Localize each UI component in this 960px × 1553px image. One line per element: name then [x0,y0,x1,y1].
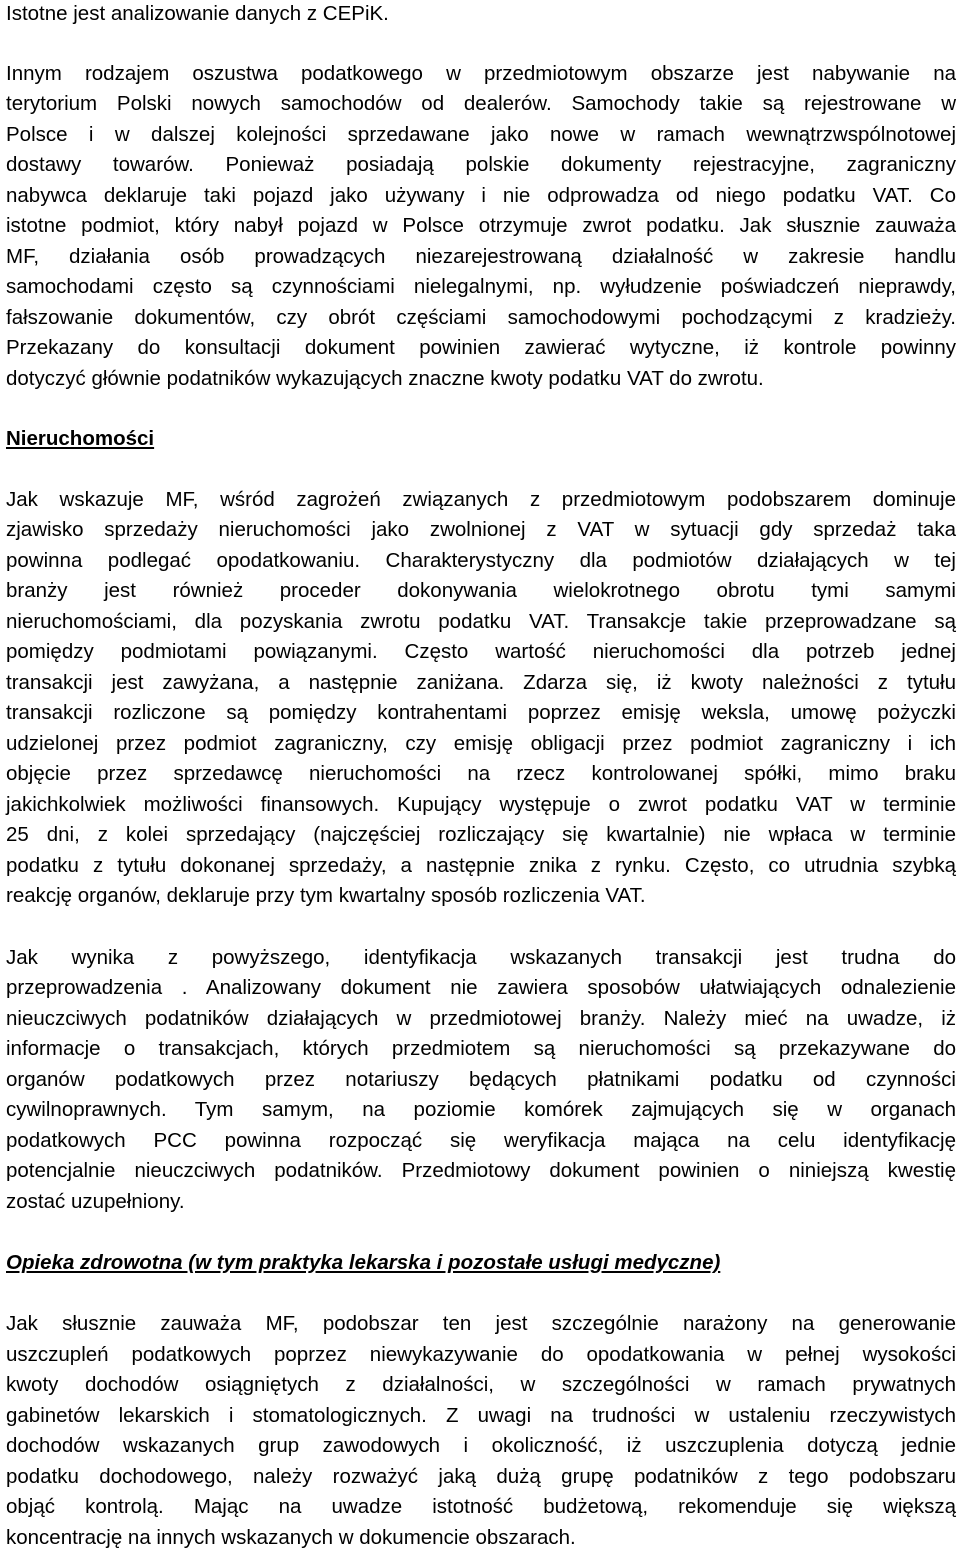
paragraph-line: uszczupleń podatkowych poprzez niewykazywanie do opodatkowania w pełnej wysokości [6,1343,956,1366]
paragraph-line: dochodów wskazanych grup zawodowych i okoliczność, iż uszczuplenia dotyczą jednie [6,1434,956,1457]
paragraph-line: podatku dochodowego, należy rozważyć jaką dużą grupę podatników z tego podobszaru [6,1465,956,1488]
paragraph-line: transakcji rozliczone są pomiędzy kontrahentami poprzez emisję weksla, umowę pożyczki [6,701,956,724]
paragraph-line: istotne podmiot, który nabył pojazd w Polsce otrzymuje zwrot podatku. Jak słusznie zauważa [6,214,956,237]
paragraph-line: fałszowanie dokumentów, czy obrót częściami samochodowymi pochodzącymi z kradzieży. [6,306,956,329]
paragraph-line: transakcji jest zawyżana, a następnie zaniżana. Zdarza się, iż kwoty należności z tytułu [6,671,956,694]
paragraph-line: zjawisko sprzedaży nieruchomości jako zwolnionej z VAT w sytuacji gdy sprzedaż taka [6,518,956,541]
paragraph-line: nabywca deklaruje taki pojazd jako używany i nie odprowadza od niego podatku VAT. Co [6,184,956,207]
paragraph-line: udzielonej przez podmiot zagraniczny, czy emisję obligacji przez podmiot zagraniczny i ich [6,732,956,755]
paragraph-line: branży jest również proceder dokonywania wielokrotnego obrotu tymi samymi [6,579,956,602]
paragraph-line: powinna podlegać opodatkowaniu. Charakterystyczny dla podmiotów działających w tej [6,549,956,572]
paragraph-line: koncentrację na innych wskazanych w dokumencie obszarach. [6,1526,576,1549]
paragraph-line: Jak słusznie zauważa MF, podobszar ten jest szczególnie narażony na generowanie [6,1312,956,1335]
paragraph-line: cywilnoprawnych. Tym samym, na poziomie komórek zajmujących się w organach [6,1098,956,1121]
paragraph-line: reakcję organów, deklaruje przy tym kwartalny sposób rozliczenia VAT. [6,884,646,907]
paragraph-line: MF, działania osób prowadzących niezarejestrowaną działalność w zakresie handlu [6,245,956,268]
paragraph-line: zostać uzupełniony. [6,1190,185,1213]
paragraph-line: 25 dni, z kolei sprzedający (najczęściej rozliczający się kwartalnie) nie wpłaca w terminie [6,823,956,846]
paragraph-line: podatku z tytułu dokonanej sprzedaży, a następnie znika z rynku. Często, co utrudnia szybką [6,854,956,877]
paragraph-line: nieruchomościami, dla pozyskania zwrotu podatku VAT. Transakcje takie przeprowadzane są [6,610,956,633]
paragraph-line: Innym rodzajem oszustwa podatkowego w przedmiotowym obszarze jest nabywanie na [6,62,956,85]
paragraph-line: organów podatkowych przez notariuszy będących płatnikami podatku od czynności [6,1068,956,1091]
paragraph-line: potencjalnie nieuczciwych podatników. Przedmiotowy dokument powinien o niniejszą kwestię [6,1159,956,1182]
paragraph-line: Polsce i w dalszej kolejności sprzedawane jako nowe w ramach wewnątrzwspólnotowej [6,123,956,146]
paragraph-line: terytorium Polski nowych samochodów od dealerów. Samochody takie są rejestrowane w [6,92,956,115]
section-heading-real-estate: Nieruchomości [6,427,155,450]
paragraph-line: gabinetów lekarskich i stomatologicznych. Z uwagi na trudności w ustaleniu rzeczywistych [6,1404,956,1427]
paragraph-line: dotyczyć głównie podatników wykazujących znaczne kwoty podatku VAT do zwrotu. [6,367,764,390]
paragraph-line: Jak wynika z powyższego, identyfikacja wskazanych transakcji jest trudna do [6,946,956,969]
paragraph-line: jakichkolwiek możliwości finansowych. Kupujący występuje o zwrot podatku VAT w terminie [6,793,956,816]
paragraph-line: objąć kontrolą. Mając na uwadze istotność budżetową, rekomenduje się większą [6,1495,956,1518]
intro-line: Istotne jest analizowanie danych z CEPiK. [6,2,389,25]
paragraph-line: kwoty dochodów osiągniętych z działalności, w szczególności w ramach prywatnych [6,1373,956,1396]
paragraph-line: Jak wskazuje MF, wśród zagrożeń związanych z przedmiotowym podobszarem dominuje [6,488,956,511]
paragraph-line: samochodami często są czynnościami nielegalnymi, np. wyłudzenie poświadczeń nieprawdy, [6,275,956,298]
paragraph-line: podatkowych PCC powinna rozpocząć się weryfikacja mająca na celu identyfikację [6,1129,956,1152]
paragraph-line: Przekazany do konsultacji dokument powinien zawierać wytyczne, iż kontrole powinny [6,336,956,359]
paragraph-line: pomiędzy podmiotami powiązanymi. Często wartość nieruchomości dla potrzeb jednej [6,640,956,663]
paragraph-line: przeprowadzenia . Analizowany dokument nie zawiera sposobów ułatwiających odnalezienie [6,976,956,999]
paragraph-line: nieuczciwych podatników działających w przedmiotowej branży. Należy mieć na uwadze, iż [6,1007,956,1030]
section-heading-healthcare: Opieka zdrowotna (w tym praktyka lekarska i pozostałe usługi medyczne) [6,1251,721,1274]
paragraph-line: objęcie przez sprzedawcę nieruchomości na rzecz kontrolowanej spółki, mimo braku [6,762,956,785]
paragraph-line: informacje o transakcjach, których przedmiotem są nieruchomości są przekazywane do [6,1037,956,1060]
paragraph-line: dostawy towarów. Ponieważ posiadają polskie dokumenty rejestracyjne, zagraniczny [6,153,956,176]
